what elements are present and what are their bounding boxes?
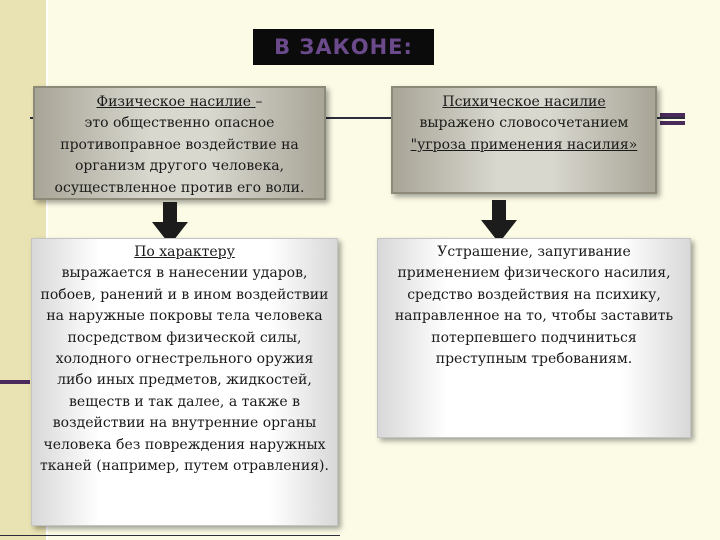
psychological-violence-heading: Психическое насилие xyxy=(442,94,606,110)
nature-description: выражается в нанесении ударов, побоев, ранений и в ином воздействии на наружные покровы тела человека посредством физической силы, холодного огнестрельного оружия либо иных предметов, жидкостей, веществ и так далее, а также в воздействии на внутренние органы человека без повреждения наружных тканей (например, путем отравления). xyxy=(40,265,329,475)
psychological-violence-description-box xyxy=(377,238,691,438)
decor-accent-bar-left xyxy=(0,380,30,384)
physical-violence-nature-box xyxy=(31,238,338,526)
physical-violence-definition-box xyxy=(33,86,326,200)
decor-accent-bar-bottom xyxy=(660,121,685,125)
physical-violence-heading: Физическое насилие xyxy=(96,94,256,110)
decor-bottom-line xyxy=(0,535,340,536)
psychological-violence-description: Устрашение, запугивание применением физического насилия, средство воздействия на психику, направленное на то, чтобы заставить потерпевшего подчиниться преступным требованиям. xyxy=(394,244,674,368)
page-title: В ЗАКОНЕ: xyxy=(253,29,434,65)
psychological-violence-quote: "угроза применения насилия» xyxy=(410,136,638,153)
physical-violence-definition: это общественно опасное противоправное воздействие на организм другого человека, осуществленное против его воли. xyxy=(54,115,305,196)
heading-dash: – xyxy=(255,94,263,110)
decor-accent-bar-top xyxy=(660,113,685,117)
psychological-violence-line: выражено словосочетанием xyxy=(419,115,629,132)
psychological-violence-definition-box xyxy=(391,86,657,194)
nature-heading: По характеру xyxy=(134,244,235,260)
